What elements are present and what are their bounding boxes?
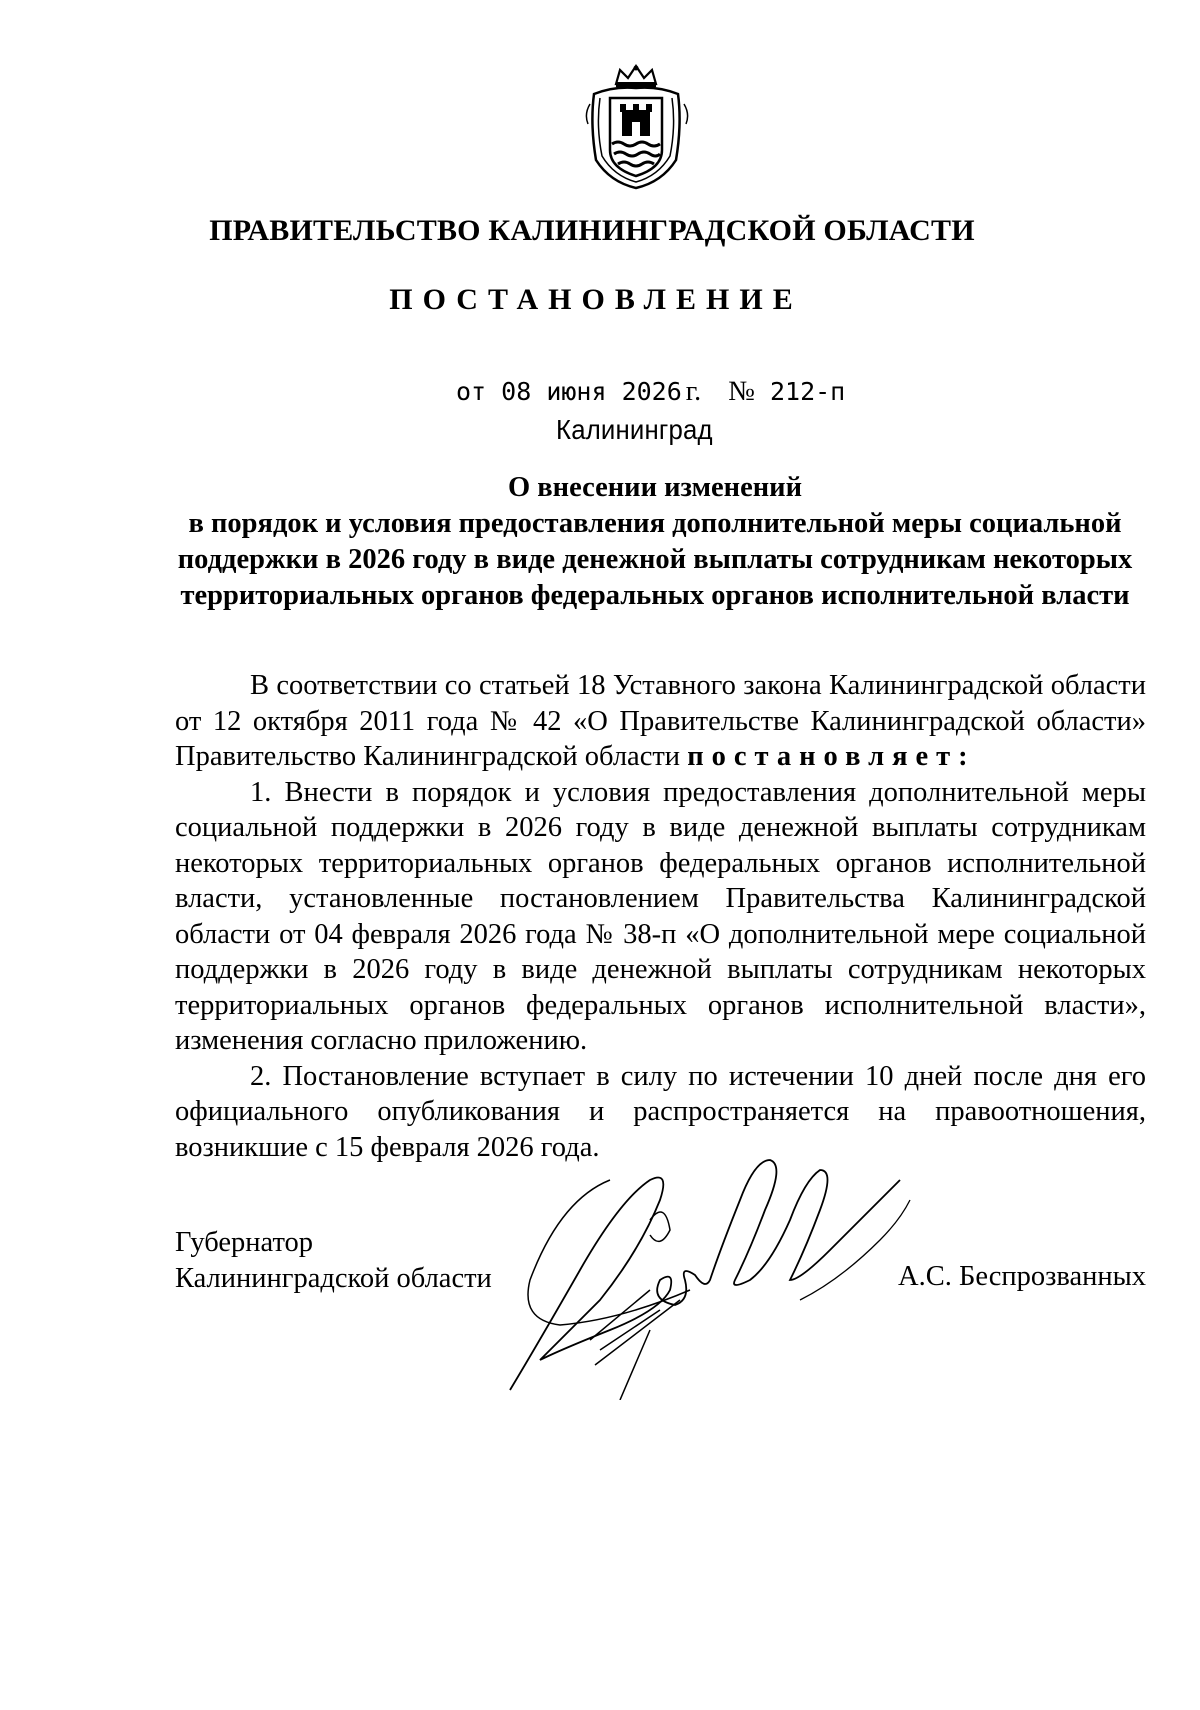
signatory-title-line2: Калининградской области	[175, 1263, 492, 1294]
signatory-name: А.С. Беспрозванных	[898, 1261, 1146, 1292]
year-suffix: г.	[685, 376, 702, 407]
resolves-keyword: постановляет:	[687, 741, 976, 772]
signatory-position	[175, 1225, 492, 1297]
document-subject	[160, 470, 1150, 614]
subject-line: территориальных органов федеральных органов исполнительной власти	[180, 580, 1130, 611]
item-2-paragraph: 2. Постановление вступает в силу по истечении 10 дней после дня его официального опубликования и распространяется на правоотношения, возникшие с 15 февраля 2026 года.	[175, 1060, 1146, 1163]
organization-title: ПРАВИТЕЛЬСТВО КАЛИНИНГРАДСКОЙ ОБЛАСТИ	[209, 214, 975, 247]
document-body	[175, 668, 1146, 1165]
preamble-paragraph	[175, 668, 1146, 775]
handwritten-signature	[500, 1140, 920, 1400]
coat-of-arms-emblem	[580, 64, 692, 190]
city: Калининград	[556, 414, 713, 445]
subject-line: поддержки в 2026 году в виде денежной выплаты сотрудникам некоторых	[177, 544, 1133, 575]
subject-line: О внесении изменений	[507, 472, 802, 503]
document-date: 08 июня 2026	[501, 377, 682, 406]
subject-line: в порядок и условия предоставления дополнительной меры социальной	[188, 508, 1122, 539]
item-1-paragraph: 1. Внести в порядок и условия предоставления дополнительной меры социальной поддержки в 2026 году в виде денежной выплаты сотрудникам некоторых территориальных органов федеральных органов исполнительной власти, установленные постановлением Правительства Калининградской области от 04 февраля 2026 года № 38-п «О дополнительной мере социальной поддержки в 2026 году в виде денежной выплаты сотрудникам некоторых территориальных органов федеральных органов исполнительной власти», изменения согласно приложению.	[175, 776, 1146, 1056]
date-and-number	[456, 376, 845, 408]
document-type: ПОСТАНОВЛЕНИЕ	[389, 283, 803, 316]
signatory-title-line1: Губернатор	[175, 1227, 314, 1258]
date-prefix: от	[456, 377, 487, 406]
document-number: 212-п	[769, 377, 846, 406]
preamble-text: В соответствии со статьей 18 Уставного закона Калининградской области от 12 октября 2011 года № 42 «О Правительстве Калининградской области» Правительство Калининградской области	[175, 670, 1146, 772]
number-label: №	[728, 376, 755, 407]
